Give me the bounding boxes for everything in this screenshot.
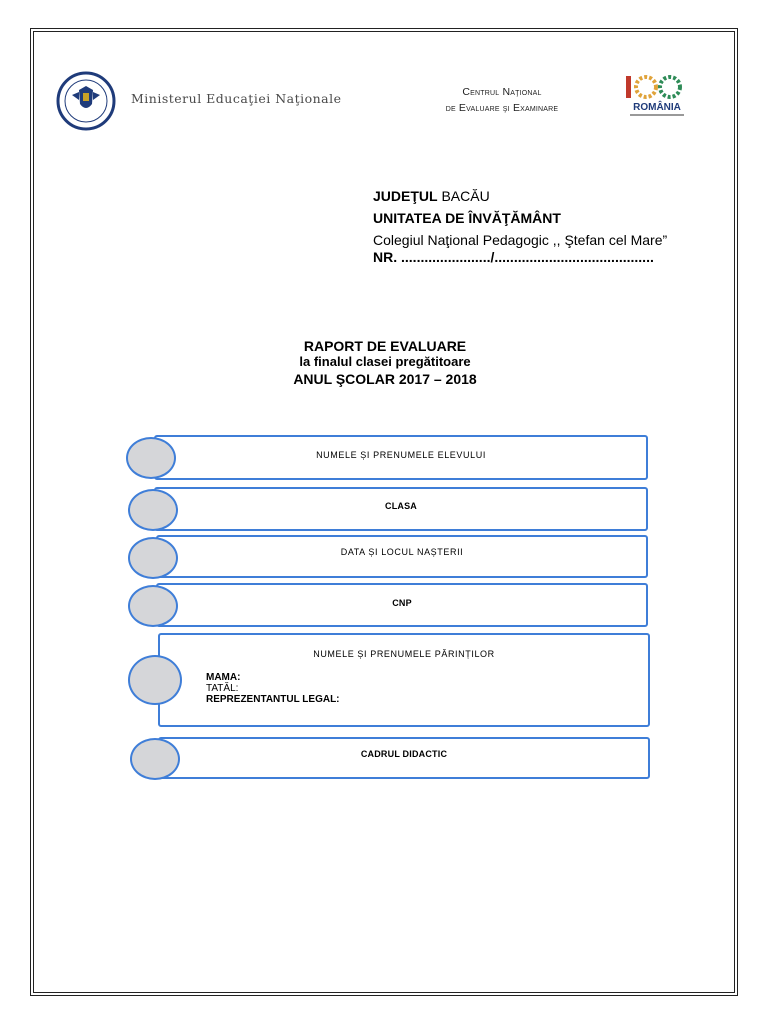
mother-label: MAMA: <box>206 672 241 683</box>
row-bullet-circle <box>126 437 176 479</box>
row-bullet-circle <box>128 585 178 627</box>
cnee-name <box>418 84 586 116</box>
county-label: JUDEŢUL <box>373 188 438 204</box>
centenary-text: ROMÂNIA <box>633 102 681 113</box>
cnee-line-1: Centrul Naţional <box>462 86 542 98</box>
nr-value: ......................./......................................... <box>401 249 654 265</box>
cnee-line-2: de Evaluare şi Examinare <box>445 102 559 114</box>
student-name-label: NUMELE ȘI PRENUMELE ELEVULUI <box>316 450 486 460</box>
registration-number <box>373 249 654 265</box>
student-name-field[interactable] <box>154 435 648 480</box>
ministry-name: Ministerul Educaţiei Naţionale <box>131 91 342 106</box>
class-label: CLASA <box>385 501 417 511</box>
teacher-label: CADRUL DIDACTIC <box>360 749 448 759</box>
report-title-text: RAPORT DE EVALUARE <box>303 338 467 354</box>
romania-centenary-logo <box>622 72 692 120</box>
father-label: TATĂL: <box>206 683 239 694</box>
row-bullet-circle <box>128 537 178 579</box>
birth-date-place-label: DATA ȘI LOCUL NAȘTERII <box>340 547 464 557</box>
parents-label: NUMELE ȘI PRENUMELE PĂRINȚILOR <box>313 649 495 659</box>
class-field[interactable] <box>154 487 648 531</box>
row-bullet-circle <box>128 489 178 531</box>
row-bullet-circle <box>130 738 180 780</box>
school-name: Colegiul Naţional Pedagogic ,, Ştefan cel Mare” <box>373 232 668 248</box>
nr-label: NR. <box>373 249 398 265</box>
county-value: BACĂU <box>441 188 490 204</box>
row-bullet-circle <box>128 655 182 705</box>
report-subtitle: la finalul clasei pregătitoare <box>299 354 471 369</box>
unit-label: UNITATEA DE ÎNVĂŢĂMÂNT <box>373 210 561 226</box>
parents-lines <box>206 672 340 705</box>
cnp-label: CNP <box>392 598 412 608</box>
birth-date-place-field[interactable] <box>156 535 648 578</box>
county-line <box>373 188 490 204</box>
report-title <box>180 338 590 354</box>
school-year: ANUL ŞCOLAR 2017 – 2018 <box>293 371 477 387</box>
coat-of-arms-seal-icon <box>52 71 120 131</box>
cnp-field[interactable] <box>156 583 648 627</box>
legal-representative-label: REPREZENTANTUL LEGAL: <box>206 694 340 705</box>
teacher-field[interactable] <box>158 737 650 779</box>
